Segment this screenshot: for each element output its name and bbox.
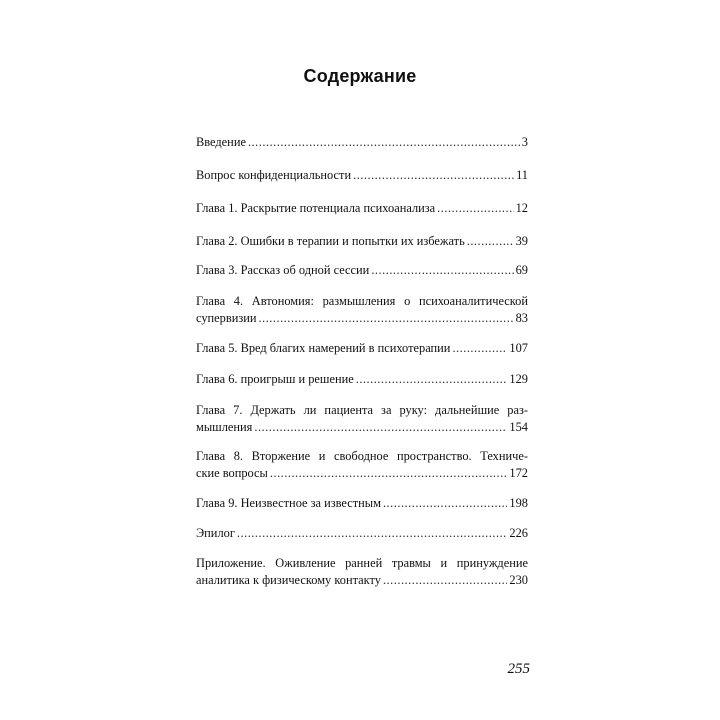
toc-entry-page: 230 [509,573,528,587]
toc-entry [196,495,528,512]
toc-entry-line [196,572,528,589]
dot-leader [452,340,507,357]
toc-entry-title: Глава 1. Раскрытие потенциала психоанализа [196,201,436,215]
toc-entry-line [196,134,528,151]
dot-leader [383,572,507,589]
toc-entry-title: супервизии [196,311,257,325]
toc-entry [196,448,528,482]
toc-entry-title: Глава 2. Ошибки в терапии и попытки их избежать [196,234,465,248]
toc-entry [196,167,528,184]
page-number: 255 [507,661,530,677]
toc-entry-page: 3 [521,135,528,149]
toc-entry [196,555,528,589]
toc-entry [196,340,528,357]
toc-entry-title: Глава 5. Вред благих намерений в психотерапии [196,341,451,355]
dot-leader [248,134,520,151]
dot-leader [437,200,513,217]
toc-entry [196,233,528,250]
toc-entry-page: 172 [509,466,528,480]
toc-entry-title: Вопрос конфиденциальности [196,168,352,182]
toc-entry-line [196,262,528,279]
toc-entry [196,402,528,436]
toc-entry-page: 83 [515,311,528,325]
toc-entry [196,134,528,151]
toc-entry-line [196,340,528,357]
toc-entry [196,525,528,542]
toc-entry-page: 129 [509,372,528,386]
toc-entry-page: 226 [509,526,528,540]
dot-leader [259,310,514,327]
dot-leader [356,371,508,388]
toc-entry-line [196,419,528,436]
toc-entry-line [196,465,528,482]
toc-entry-first-line: Глава 8. Вторжение и свободное пространство. Техниче- [196,449,528,463]
toc-entry-line [196,525,528,542]
toc-entry-title: ские вопросы [196,466,268,480]
toc-entry-line [196,200,528,217]
dot-leader [353,167,514,184]
toc-entry-line [196,233,528,250]
toc-entry [196,262,528,279]
toc-entry [196,371,528,388]
toc-entry-page: 39 [515,234,528,248]
dot-leader [254,419,507,436]
toc-entry-page: 154 [509,420,528,434]
toc-entry-page: 12 [515,201,528,215]
toc-entry [196,293,528,327]
toc-entry-page: 11 [516,168,528,182]
toc-entry-first-line: Глава 4. Автономия: размышления о психоаналитической [196,294,528,308]
toc-entry-line [196,167,528,184]
toc-entry-title: Глава 6. проигрыш и решение [196,372,354,386]
toc-entry-page: 198 [509,496,528,510]
dot-leader [371,262,513,279]
toc-entry-title: мышления [196,420,253,434]
toc-entry-title: аналитика к физическому контакту [196,573,381,587]
toc-entry-page: 107 [509,341,528,355]
toc-entry-title: Глава 9. Неизвестное за известным [196,496,381,510]
toc-entry-line [196,371,528,388]
page-title: Содержание [303,66,417,86]
toc-entry-title: Эпилог [196,526,235,540]
toc-entry-page: 69 [515,263,528,277]
dot-leader [270,465,508,482]
toc-entry-line [196,495,528,512]
dot-leader [467,233,514,250]
dot-leader [237,525,508,542]
toc-entry [196,200,528,217]
toc-entry-line [196,310,528,327]
toc-entry-title: Введение [196,135,246,149]
toc-entry-title: Глава 3. Рассказ об одной сессии [196,263,370,277]
toc-entry-first-line: Глава 7. Держать ли пациента за руку: дальнейшие раз- [196,403,528,417]
dot-leader [383,495,507,512]
toc-entry-first-line: Приложение. Оживление ранней травмы и принуждение [196,556,528,570]
